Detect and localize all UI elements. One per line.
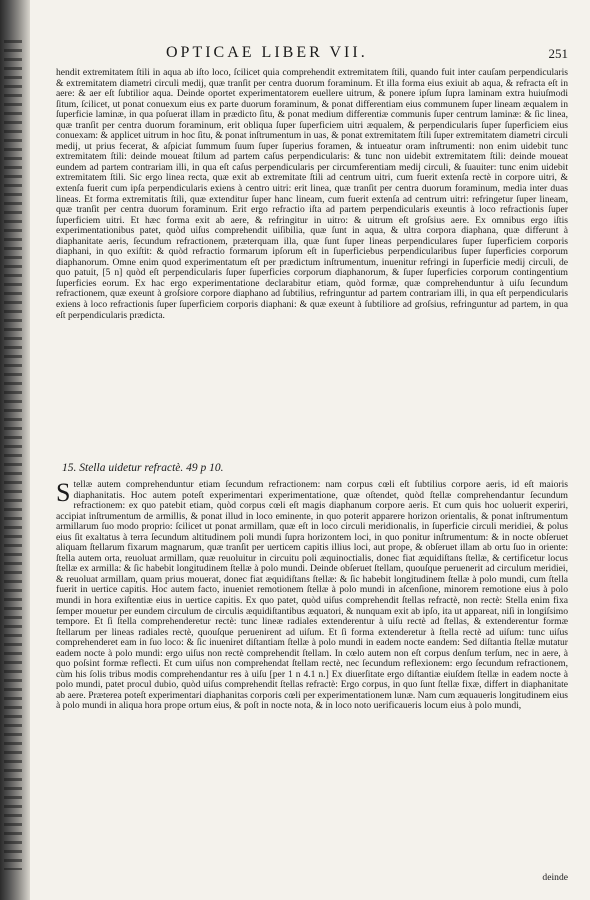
page-header [56,44,568,64]
section-heading: 15. Stella uidetur refractè. 49 p 10. [62,462,224,474]
page-number: 251 [548,46,568,61]
running-title: OPTICAE LIBER VII. [166,44,368,61]
book-page [56,0,568,900]
book-gutter-shadow [0,0,30,900]
body-paragraph-1: hendit extremitatem ſtili in aqua ab iſto loco, ſcilicet quia comprehendit extremitatem ſtili, quando fuit inter cauſam perpendicularis & extremitatem diametri circuli medij, quæ tranſit per centra duorum foraminum. Et illa forma eius exiuit ab aqua, & refracta eſt in aere: & aer eſt ſubtilior aqua. Deinde oportet experimentatorem euellere uitrum, & ponere ipſum ſupra laminam extra huiuſmodi ſitum, ſcilicet, ut ponat conuexum eius ex parte duorum foraminum, & ponat differentiam eius communem ſuper lineam æqualem in ſuperficie laminæ, in qua poſuerat illam in prædicto ſitu, & ponat medium differentiæ communis ſuper centrum laminæ: & ſic linea, quæ tranſit per centra duorum foraminum, erit obliqua ſuper ſuperficiem uitri æqualem, & perpendicularis ſuper ſuperficiem eius conuexam: & applicet uitrum in hoc ſitu, & ponat inſtrumentum in uas, & ponat extremitatem ſtili ſuper extremitatem diametri circuli medij, ut prius fecerat, & aſpiciat ſummum ſuum ſuper ſuperius foramen, & intueatur oram inſtrumenti: non enim uidebit tunc extremitatem ſtili: deinde moueat ſtilum ad partem caſus perpendicularis: & tunc non uidebit extremitatem ſtili: deinde moueat eundem ad partem contrariam illi, in qua eſt caſus perpendicularis per circumferentiam medij circuli, & ſuauiter: tunc enim uidebit extremitatem ſtili. Sic ergo linea recta, quæ exit ab extremitate ſtili ad centrum uitri, cum fuerit extenſa rectè in corpore uitri, & extenſa fuerit cum ipſa perpendicularis exiens à centro uitri: erit linea, quæ tranſit per centra duorum foraminum, media inter duas lineas. Et forma extremitatis ſtili, quæ extenditur ſuper hanc lineam, cum fuerit extenſa ad centrum uitri: refringetur ſuper lineam, quæ tranſit per centra duorum foraminum. Erit ergo refractio iſta ad partem perpendicularis exeuntis à loco refractionis ſuper ſuperficiem uitri. Et hæc forma exit ab aere, & refringitur in uitro: & uitrum eſt groſsius aere. Ex omnibus ergo iſtis experimentationibus patet, quòd uiſus comprehendit uiſibilia, quæ ſunt in aqua, & ultra corpora diaphana, quæ differunt à diaphanitate aeris, ſecundum refractionem, præterquam illa, quæ ſunt ſuper lineas perpendiculares ſuper ſuperficiem corporis diaphani, in quo exiſtit: & quòd refractio formarum ipſorum eſt in ſuperficiebus perpendicularibus ſuper ſuperficies corporum diaphanorum. Omne enim quod experimentatum eſt per prædictum inſtrumentum, inuenitur refringi in ſuperficie medij circuli, de quo patuit, [5 n] quòd eſt perpendicularis ſuper ſuperficies corporum diaphanorum, & ſuper ſuperficies corporum contingentium ſuperficies eorum. Ex hac ergo experimentatione declarabitur etiam, quòd formæ, quæ comprehenduntur à uiſu ſecundum refractionem, quæ exeunt à groſsiore corpore diaphano ad ſubtilius, refringuntur ad partem contrariam illi, in qua eſt perpendicularis exiens à loco refractionis ſuper ſuperficiem corporis diaphani: & quæ exeunt à ſubtiliore ad groſsius, refringuntur ad partem, in qua eſt perpendicularis prædicta. [56,67,568,321]
facing-page-text-edge [4,40,22,870]
catchword: deinde [542,872,568,883]
drop-cap: S [56,478,71,507]
body-paragraph-2 [56,480,568,712]
body-paragraph-2-text: tellæ autem comprehenduntur etiam ſecundum refractionem: nam corpus cœli eſt ſubtilius corpore aeris, id eſt maioris diaphanitatis. Hoc autem poteſt experimentari experimentatione, quæ oſtendet, quòd ſtellæ comprehendantur ſecundum refractionem: ex quo patebit etiam, quòd corpus cœli eſt magis diaphanum corpore aeris. Et cum quis hoc uoluerit experiri, accipiat inſtrumentum de armillis, & ponat illud in loco eminente, in quo poterit apparere horizon orientalis, & ponat inſtrumentum armillarum ſuo modo proprio: ſcilicet ut ponat armillam, quæ eſt in loco circuli meridionalis, in ſuperficie circuli meridiei, & polus eius ſit exaltatus à terra ſecundum altitudinem poli mundi ſupra horizontem loci, in quo ponitur inſtrumentum: & in nocte obſeruet aliquam ſtellarum fixarum magnarum, quæ tranſit per uerticem capitis illius loci, aut prope, & obſeruet illam ab ortu ſuo in oriente: ſtella autem orta, reuoluat armillam, quæ reuoluitur in circuitu poli æquinoctialis, donec fiat æquidiſtans ſtellæ, & certificetur locus ſtellæ ex armilla: & ſic habebit longitudinem ſtellæ à polo mundi. Deinde obſeruet ſtellam, quouſque peruenerit ad circulum meridiei, & reuoluat armillam, quam prius mouerat, donec fiat æquidiſtans ſtellæ: & ſic habebit longitudinem ſtellæ à polo mundi, cum ſtella fuerit in uertice capitis. Hoc autem facto, inueniet remotionem ſtellæ à polo mundi in aſcenſione, minorem remotione eius à polo mundi in hora exiſtentiæ eius in uertice capitis. Ex quo patet, quòd uiſus comprehendit ſtellas refractè, non rectè: Stella enim fixa ſemper mouetur per eundem circulum de circulis æquidiſtantibus æquatori, & nunquam exit ab ipſo, ita ut appareat, niſi in longiſsimo tempore. Et ſi ſtella comprehenderetur rectè: tunc lineæ radiales extenderentur à uiſu rectè ad ſtellas, & extenderentur formæ ſtellarum per lineas radiales rectè, quouſque peruenirent ad uiſum. Et ſi forma extenderetur à ſtella rectè ad uiſum: tunc uiſus comprehenderet eam in ſuo loco: & ſic inueniret diſtantiam ſtellæ à polo mundi in eadem nocte eandem: Sed diſtantia ſtellæ mutatur eadem nocte à polo mundi: ergo uiſus non rectè comprehendit ſtellam. In cœlo autem non eſt corpus denſum terſum, nec in aere, à quo poſsint formæ reflecti. Et cum uiſus non comprehendat ſtellam rectè, nec ſecundum reflexionem: ergo ſecundum refractionem, cùm his ſolis tribus modis comprehendantur res à uiſu [per 1 n 4.1 n.] Ex diuerſitate ergo diſtantiæ eiuſdem ſtellæ in eadem nocte à polo mundi, patet procul dubio, quòd uiſus comprehendit ſtellas refractè: Ergo corpus, in quo ſunt ſtellæ fixæ, differt in diaphanitate ab aere. Præterea poteſt experimentari diaphanitas corporis cœli per experimentationem lunæ. Nam cum æquaueris longitudinem eius à polo mundi in aliqua hora prope ortum eius, & poſt in nocte nota, & in loco noto uerificaueris locum eius à polo mundi, [56,479,568,712]
